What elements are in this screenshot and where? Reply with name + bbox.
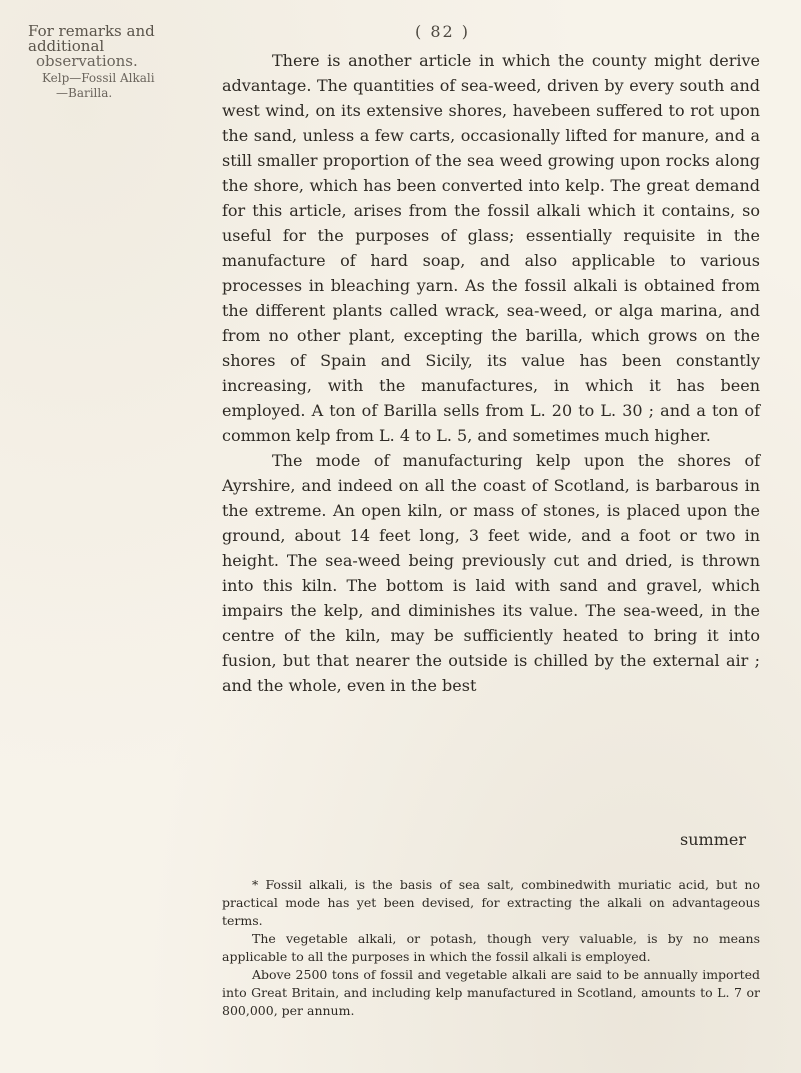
paragraph-2: The mode of manufacturing kelp upon the shores of Ayrshire, and indeed on all the coast of Scotland, is barbarous in the extreme. An open kiln, or mass of stones, is placed upon the ground, about 14 feet long, 3 feet wide, and a foot or two in height. The sea-weed being previously cut and dried, is thrown into this kiln. The bottom is laid with sand and gravel, which impairs the kelp, and diminishes its value. The sea-weed, in the centre of the kiln, may be sufficiently heated to bring it into fusion, but that nearer the outside is chilled by the external air ; and the whole, even in the best [222, 451, 760, 695]
margin-note [28, 24, 218, 101]
margin-note-heading: For remarks and additional [28, 22, 155, 55]
catchword: summer [680, 830, 746, 849]
margin-note-topic: Kelp—Fossil Alkali [42, 71, 155, 85]
margin-note-heading-continued: observations. [36, 52, 138, 70]
paragraph-1: There is another article in which the county might derive advantage. The quantities of sea-weed, driven by every south and west wind, on its extensive shores, havebeen suffered to rot upon the sand, unless a few carts, occasionally lifted for manure, and a still smaller proportion of the sea weed growing upon rocks along the shore, which has been converted into kelp. The great demand for this article, arises from the fossil alkali which it contains, so useful for the purposes of glass; essentially requisite in the manufacture of hard soap, and also applicable to various processes in bleaching yarn. As the fossil alkali is obtained from the different plants called wrack, sea-weed, or alga marina, and from no other plant, excepting the barilla, which grows on the shores of Spain and Sicily, its value has been constantly increasing, with the manufactures, in which it has been employed. A ton of Barilla sells from L. 20 to L. 30 ; and a ton of common kelp from L. 4 to L. 5, and sometimes much higher. [222, 51, 760, 445]
footnote-3: Above 2500 tons of fossil and vegetable alkali are said to be annually imported into Great Britain, and including kelp manufactured in Scotland, amounts to L. 7 or 800,000, per annum. [222, 967, 760, 1018]
margin-note-subtopic: —Barilla. [56, 86, 113, 100]
body-text [222, 48, 760, 698]
page-number: ( 82 ) [415, 22, 471, 41]
footnotes [222, 876, 760, 1020]
footnote-2: The vegetable alkali, or potash, though very valuable, is by no means applicable to all the purposes in which the fossil alkali is employed. [222, 931, 760, 964]
footnote-1: * Fossil alkali, is the basis of sea salt, combinedwith muriatic acid, but no practical mode has yet been devised, for extracting the alkali on advantageous terms. [222, 877, 760, 928]
